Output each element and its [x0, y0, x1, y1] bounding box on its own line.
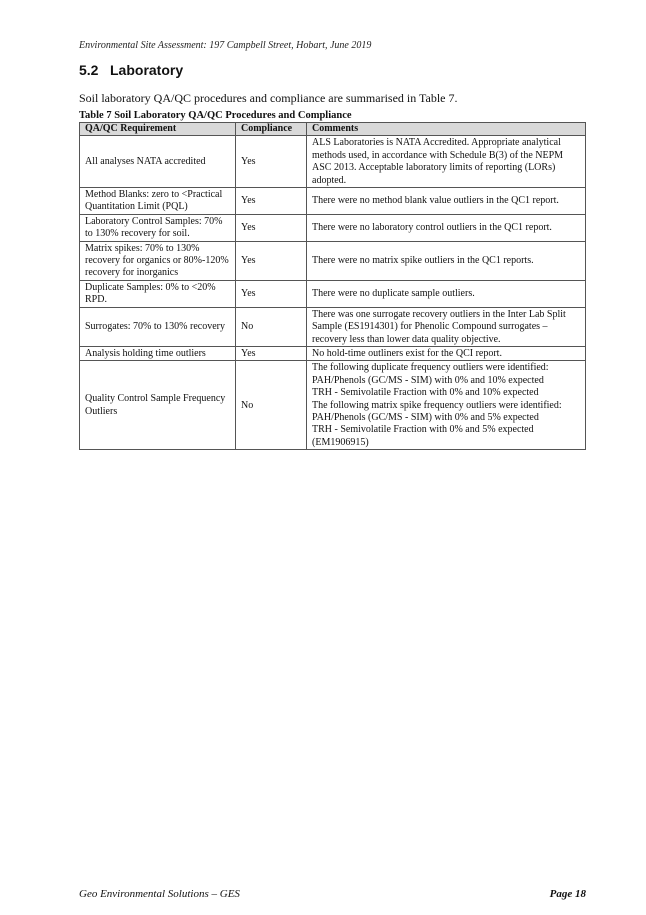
table-row — [80, 280, 586, 307]
requirement-cell: Duplicate Samples: 0% to <20% RPD. — [80, 280, 236, 307]
compliance-cell: Yes — [236, 214, 307, 241]
page-number: Page 18 — [549, 888, 586, 900]
comments-cell — [307, 188, 586, 215]
intro-paragraph: Soil laboratory QA/QC procedures and compliance are summarised in Table 7. — [79, 91, 458, 105]
section-title: Laboratory — [110, 62, 184, 78]
requirement-cell: Analysis holding time outliers — [80, 346, 236, 360]
compliance-cell: Yes — [236, 346, 307, 360]
comment-line: PAH/Phenols (GC/MS - SIM) with 0% and 10% expected — [312, 374, 544, 386]
requirement-cell: Surrogates: 70% to 130% recovery — [80, 307, 236, 346]
table-row — [80, 214, 586, 241]
compliance-cell: Yes — [236, 280, 307, 307]
running-header: Environmental Site Assessment: 197 Campbell Street, Hobart, June 2019 — [79, 40, 372, 51]
compliance-cell: Yes — [236, 136, 307, 188]
comment-line: There were no duplicate sample outliers. — [312, 288, 475, 300]
comment-line: The following matrix spike frequency outliers were identified: — [312, 399, 562, 411]
table-row — [80, 188, 586, 215]
table-row — [80, 346, 586, 360]
comments-cell — [307, 280, 586, 307]
section-heading — [79, 62, 183, 78]
comment-line: No hold-time outliners exist for the QCI report. — [312, 347, 502, 359]
comments-cell — [307, 136, 586, 188]
compliance-cell: Yes — [236, 241, 307, 280]
comment-line: There were no laboratory control outliers in the QC1 report. — [312, 222, 552, 234]
table-header-row — [80, 123, 586, 136]
comment-line: The following duplicate frequency outliers were identified: — [312, 362, 549, 374]
compliance-cell: No — [236, 361, 307, 450]
compliance-cell: No — [236, 307, 307, 346]
comment-line: TRH - Semivolatile Fraction with 0% and 5% expected — [312, 424, 534, 436]
comments-cell — [307, 361, 586, 450]
requirement-cell: Matrix spikes: 70% to 130% recovery for organics or 80%-120% recovery for inorganics — [80, 241, 236, 280]
footer-company: Geo Environmental Solutions – GES — [79, 888, 240, 900]
comment-line: ALS Laboratories is NATA Accredited. Appropriate analytical methods used, in accordance with Schedule B(3) of the NEPM ASC 2013. Acceptable laboratory limits of reporting (LORs) adopted. — [312, 137, 564, 186]
table-row — [80, 361, 586, 450]
requirement-cell: Laboratory Control Samples: 70% to 130% recovery for soil. — [80, 214, 236, 241]
column-header-compliance: Compliance — [236, 123, 307, 136]
comment-line: (EM1906915) — [312, 436, 369, 448]
requirement-cell: Quality Control Sample Frequency Outliers — [80, 361, 236, 450]
table-row — [80, 307, 586, 346]
comment-line: There were no matrix spike outliers in the QC1 reports. — [312, 255, 534, 267]
column-header-requirement: QA/QC Requirement — [80, 123, 236, 136]
requirement-cell: All analyses NATA accredited — [80, 136, 236, 188]
table-caption: Table 7 Soil Laboratory QA/QC Procedures and Compliance — [79, 110, 352, 121]
section-number: 5.2 — [79, 62, 99, 78]
comments-cell — [307, 214, 586, 241]
table-body — [80, 136, 586, 450]
requirement-cell: Method Blanks: zero to <Practical Quantitation Limit (PQL) — [80, 188, 236, 215]
page-footer — [79, 888, 586, 900]
comments-cell — [307, 346, 586, 360]
compliance-cell: Yes — [236, 188, 307, 215]
comments-cell — [307, 307, 586, 346]
qaqc-table — [79, 122, 586, 450]
comments-cell — [307, 241, 586, 280]
comment-line: TRH - Semivolatile Fraction with 0% and 10% expected — [312, 387, 539, 399]
table-row — [80, 136, 586, 188]
table-row — [80, 241, 586, 280]
column-header-comments: Comments — [307, 123, 586, 136]
comment-line: There were no method blank value outliers in the QC1 report. — [312, 195, 559, 207]
comment-line: PAH/Phenols (GC/MS - SIM) with 0% and 5% expected — [312, 411, 539, 423]
comment-line: There was one surrogate recovery outliers in the Inter Lab Split Sample (ES1914301) for Phenolic Compound surrogates – recovery less than lower data quality objective. — [312, 308, 566, 345]
